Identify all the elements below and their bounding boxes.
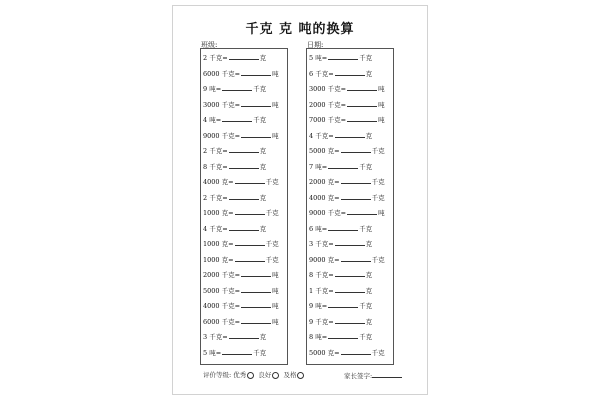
answer-unit: 吨 bbox=[272, 69, 279, 78]
answer-unit: 千克 bbox=[359, 333, 373, 341]
answer-unit: 吨 bbox=[272, 271, 279, 279]
answer-blank[interactable] bbox=[229, 330, 259, 339]
problem-text: 3000 千克= bbox=[309, 85, 347, 93]
problem-text: 6 吨= bbox=[309, 224, 328, 233]
answer-unit: 千克 bbox=[359, 224, 373, 233]
problem-text: 2 千克= bbox=[203, 147, 228, 155]
left-column bbox=[200, 48, 288, 365]
answer-blank[interactable] bbox=[335, 67, 365, 76]
problem-text: 4 千克= bbox=[309, 131, 334, 140]
problem-text: 3 千克= bbox=[309, 240, 334, 248]
answer-unit: 千克 bbox=[371, 178, 385, 186]
answer-unit: 吨 bbox=[378, 116, 385, 124]
answer-blank[interactable] bbox=[347, 98, 377, 107]
answer-blank[interactable] bbox=[328, 330, 358, 339]
problem-text: 5 吨= bbox=[203, 348, 222, 357]
problem-row bbox=[203, 330, 266, 342]
answer-blank[interactable] bbox=[241, 268, 271, 277]
problem-row bbox=[309, 299, 372, 311]
problem-row bbox=[309, 82, 385, 94]
worksheet bbox=[172, 5, 428, 395]
problem-row bbox=[309, 160, 372, 172]
problem-row bbox=[203, 82, 266, 94]
answer-blank[interactable] bbox=[241, 284, 271, 293]
problem-text: 3 千克= bbox=[203, 333, 228, 341]
problem-text: 3000 千克= bbox=[203, 100, 241, 109]
answer-unit: 吨 bbox=[272, 302, 279, 310]
answer-blank[interactable] bbox=[229, 191, 259, 200]
problem-text: 5 吨= bbox=[309, 54, 328, 62]
answer-unit: 千克 bbox=[359, 54, 373, 62]
answer-unit: 千克 bbox=[371, 255, 385, 264]
problem-row bbox=[203, 113, 266, 125]
class-label: 班级: bbox=[201, 41, 218, 49]
answer-unit: 千克 bbox=[265, 255, 279, 264]
answer-blank[interactable] bbox=[222, 113, 252, 122]
problem-text: 2000 千克= bbox=[203, 271, 241, 279]
problem-text: 1000 克= bbox=[203, 255, 234, 264]
rating-footer bbox=[203, 370, 306, 379]
problem-text: 4000 克= bbox=[203, 178, 234, 186]
signature-line[interactable] bbox=[372, 370, 402, 378]
answer-blank[interactable] bbox=[347, 206, 377, 215]
problem-row bbox=[203, 315, 279, 327]
problem-text: 1000 克= bbox=[203, 209, 234, 217]
answer-blank[interactable] bbox=[341, 191, 371, 200]
answer-blank[interactable] bbox=[328, 51, 358, 60]
problem-text: 8 千克= bbox=[309, 271, 334, 279]
answer-unit: 克 bbox=[365, 286, 373, 295]
problem-text: 8 千克= bbox=[203, 162, 228, 171]
answer-blank[interactable] bbox=[241, 315, 271, 324]
problem-text: 1000 克= bbox=[203, 240, 234, 248]
problem-row bbox=[203, 346, 266, 358]
answer-blank[interactable] bbox=[335, 284, 365, 293]
answer-unit: 克 bbox=[259, 224, 267, 233]
problem-row bbox=[203, 206, 279, 218]
answer-blank[interactable] bbox=[335, 129, 365, 138]
problem-text: 9000 千克= bbox=[309, 209, 347, 217]
problem-text: 9 千克= bbox=[309, 317, 334, 326]
answer-unit: 克 bbox=[365, 69, 373, 78]
answer-unit: 吨 bbox=[378, 85, 385, 93]
answer-unit: 千克 bbox=[253, 348, 267, 357]
rating-option-good: 良好 bbox=[258, 371, 272, 379]
problem-row bbox=[203, 51, 266, 63]
answer-unit: 千克 bbox=[359, 302, 373, 310]
answer-blank[interactable] bbox=[335, 268, 365, 277]
answer-blank[interactable] bbox=[235, 253, 265, 262]
problem-row bbox=[203, 98, 279, 110]
answer-blank[interactable] bbox=[341, 144, 371, 153]
answer-blank[interactable] bbox=[241, 129, 271, 138]
right-column bbox=[306, 48, 394, 365]
problem-row bbox=[203, 237, 279, 249]
problem-row bbox=[203, 144, 266, 156]
problem-row bbox=[203, 175, 279, 187]
answer-unit: 千克 bbox=[253, 116, 267, 124]
answer-blank[interactable] bbox=[341, 253, 371, 262]
answer-blank[interactable] bbox=[328, 160, 358, 169]
answer-unit: 千克 bbox=[265, 209, 279, 217]
date-label: 日期: bbox=[307, 41, 324, 49]
problem-row bbox=[203, 129, 279, 141]
problem-text: 9 吨= bbox=[309, 302, 328, 310]
answer-blank[interactable] bbox=[241, 299, 271, 308]
rating-option-pass: 及格 bbox=[283, 371, 297, 379]
problem-text: 5000 克= bbox=[309, 348, 340, 357]
answer-blank[interactable] bbox=[229, 160, 259, 169]
problem-text: 5000 千克= bbox=[203, 286, 241, 295]
answer-unit: 吨 bbox=[378, 209, 385, 217]
rating-label: 评价等级: bbox=[203, 371, 232, 379]
problem-row bbox=[203, 222, 266, 234]
answer-blank[interactable] bbox=[328, 222, 358, 231]
problem-row bbox=[203, 268, 279, 280]
problem-row bbox=[309, 129, 372, 141]
problem-text: 5000 克= bbox=[309, 147, 340, 155]
problem-text: 8 吨= bbox=[309, 333, 328, 341]
problem-row bbox=[203, 299, 279, 311]
answer-unit: 千克 bbox=[371, 147, 385, 155]
answer-unit: 千克 bbox=[359, 162, 373, 171]
answer-blank[interactable] bbox=[347, 82, 377, 91]
problem-row bbox=[203, 253, 279, 265]
circle-icon[interactable] bbox=[247, 372, 254, 379]
problem-text: 7000 千克= bbox=[309, 116, 347, 124]
problem-text: 2000 克= bbox=[309, 178, 340, 186]
problem-text: 2 千克= bbox=[203, 54, 228, 62]
problem-text: 6000 千克= bbox=[203, 317, 241, 326]
parent-sign-label: 家长签字: bbox=[344, 372, 373, 380]
problem-row bbox=[309, 98, 385, 110]
answer-unit: 千克 bbox=[371, 348, 385, 357]
answer-blank[interactable] bbox=[235, 206, 265, 215]
problem-text: 9000 克= bbox=[309, 255, 340, 264]
answer-unit: 吨 bbox=[272, 286, 279, 295]
answer-blank[interactable] bbox=[341, 175, 371, 184]
answer-blank[interactable] bbox=[222, 82, 252, 91]
problem-text: 4 千克= bbox=[203, 224, 228, 233]
answer-unit: 千克 bbox=[371, 193, 385, 202]
problem-text: 7 吨= bbox=[309, 162, 328, 171]
answer-blank[interactable] bbox=[241, 98, 271, 107]
problem-text: 6 千克= bbox=[309, 69, 334, 78]
problem-text: 6000 千克= bbox=[203, 69, 241, 78]
problem-row bbox=[309, 51, 372, 63]
problem-row bbox=[309, 206, 385, 218]
answer-unit: 克 bbox=[259, 333, 267, 341]
answer-blank[interactable] bbox=[328, 299, 358, 308]
worksheet-title: 千克 克 吨的换算 bbox=[245, 22, 355, 37]
problem-row bbox=[309, 253, 385, 265]
answer-unit: 克 bbox=[259, 193, 267, 202]
answer-unit: 吨 bbox=[378, 100, 385, 109]
problem-row bbox=[309, 330, 372, 342]
answer-unit: 吨 bbox=[272, 317, 279, 326]
problem-row bbox=[203, 67, 279, 79]
problem-row bbox=[203, 191, 266, 203]
problem-row bbox=[309, 113, 385, 125]
problem-row bbox=[309, 175, 385, 187]
answer-unit: 克 bbox=[365, 271, 373, 279]
problem-text: 2 千克= bbox=[203, 193, 228, 202]
problem-text: 4000 千克= bbox=[203, 302, 241, 310]
answer-unit: 克 bbox=[259, 147, 267, 155]
answer-blank[interactable] bbox=[229, 51, 259, 60]
answer-unit: 吨 bbox=[272, 131, 279, 140]
circle-icon[interactable] bbox=[272, 372, 279, 379]
parent-signature bbox=[344, 370, 402, 380]
problem-text: 4000 克= bbox=[309, 193, 340, 202]
problem-row bbox=[309, 268, 372, 280]
problem-row bbox=[309, 346, 385, 358]
answer-blank[interactable] bbox=[235, 175, 265, 184]
answer-blank[interactable] bbox=[222, 346, 252, 355]
answer-blank[interactable] bbox=[229, 222, 259, 231]
problem-text: 9000 千克= bbox=[203, 131, 241, 140]
problem-row bbox=[309, 67, 372, 79]
answer-blank[interactable] bbox=[241, 67, 271, 76]
circle-icon[interactable] bbox=[297, 372, 304, 379]
problem-row bbox=[309, 222, 372, 234]
problem-row bbox=[309, 284, 372, 296]
answer-blank[interactable] bbox=[335, 315, 365, 324]
problem-row bbox=[309, 191, 385, 203]
answer-unit: 克 bbox=[259, 162, 267, 171]
answer-blank[interactable] bbox=[341, 346, 371, 355]
problem-row bbox=[309, 315, 372, 327]
problem-row bbox=[309, 237, 372, 249]
answer-blank[interactable] bbox=[335, 237, 365, 246]
problem-row bbox=[203, 284, 279, 296]
answer-unit: 千克 bbox=[265, 240, 279, 248]
answer-unit: 吨 bbox=[272, 100, 279, 109]
answer-blank[interactable] bbox=[235, 237, 265, 246]
answer-unit: 千克 bbox=[265, 178, 279, 186]
answer-blank[interactable] bbox=[229, 144, 259, 153]
problem-text: 2000 千克= bbox=[309, 100, 347, 109]
problem-text: 9 吨= bbox=[203, 85, 222, 93]
answer-unit: 克 bbox=[365, 131, 373, 140]
answer-unit: 克 bbox=[259, 54, 267, 62]
answer-unit: 克 bbox=[365, 240, 373, 248]
answer-blank[interactable] bbox=[347, 113, 377, 122]
rating-option-excellent: 优秀 bbox=[233, 371, 247, 379]
problem-text: 4 吨= bbox=[203, 116, 222, 124]
answer-unit: 克 bbox=[365, 317, 373, 326]
answer-unit: 千克 bbox=[253, 85, 267, 93]
problem-text: 1 千克= bbox=[309, 286, 334, 295]
problem-row bbox=[309, 144, 385, 156]
problem-row bbox=[203, 160, 266, 172]
